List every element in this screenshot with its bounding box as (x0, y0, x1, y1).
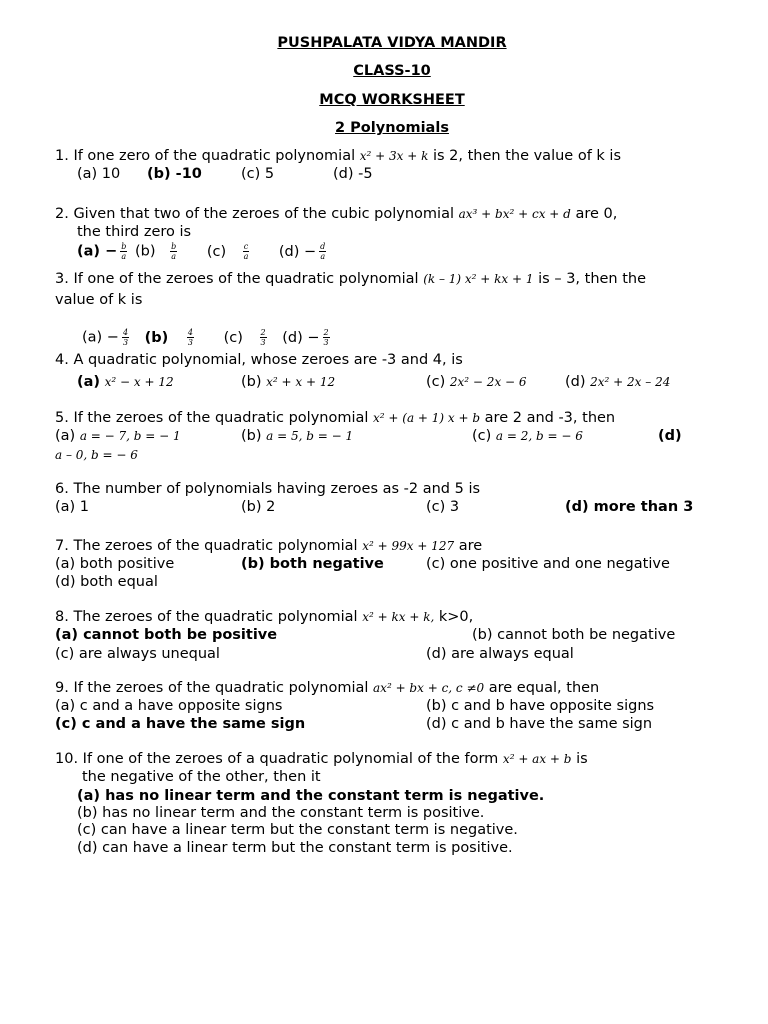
math-expression: x² + 3x + k (359, 149, 429, 163)
q3-options (82, 328, 333, 347)
option-d: (d) 2x² + 2x – 24 (565, 374, 671, 390)
question-text: the negative of the other, then it (82, 769, 321, 785)
question-text: 10. If one of the zeroes of a quadratic polynomial of the form (55, 751, 499, 767)
question-text: the third zero is (77, 224, 192, 240)
question-text: is (576, 751, 588, 767)
question-text: 3. If one of the zeroes of the quadratic polynomial (55, 271, 419, 287)
option-a-answer: (a) − (77, 243, 118, 260)
option-d: (d) − (282, 329, 320, 346)
fraction: $\frac{b}{a}$ (171, 242, 177, 261)
math-expression: ax³ + bx² + cx + d (458, 207, 571, 221)
fraction: $\frac{c}{a}$ (243, 242, 249, 261)
question-text: 7. The zeroes of the quadratic polynomial (55, 538, 358, 554)
option-b: (b) a = 5, b = − 1 (241, 428, 354, 444)
option-b: (b) x² + x + 12 (241, 374, 336, 390)
question-10 (55, 751, 588, 767)
option-c: (c) can have a linear term but the constant term is negative. (77, 822, 518, 838)
option-d: (d) c and b have the same sign (426, 716, 653, 732)
option-c: (c) one positive and one negative (426, 556, 670, 572)
option-a: (a) a = − 7, b = − 1 (55, 428, 181, 444)
option-c: (c) (223, 329, 243, 346)
school-name: PUSHPALATA VIDYA MANDIR (277, 35, 507, 51)
option-b: (b) 2 (241, 499, 276, 515)
question-text: value of k is (55, 292, 143, 308)
class-label: CLASS-10 (353, 63, 431, 79)
option-d: (d) are always equal (426, 646, 574, 662)
option-a: (a) c and a have opposite signs (55, 698, 283, 714)
option-a: (a) 1 (55, 499, 90, 515)
option-d: (d) both equal (55, 574, 158, 590)
question-text: are 2 and -3, then (484, 410, 616, 426)
question-2 (55, 206, 617, 222)
fraction: $\frac{4}{3}$ (122, 328, 129, 347)
option-d-value: a – 0, b = − 6 (55, 448, 138, 462)
chapter-title: 2 Polynomials (335, 120, 449, 136)
fraction: $\frac{2}{3}$ (323, 328, 329, 347)
math-expression: x² + kx + k, (362, 610, 435, 624)
option-c: (c) 2x² − 2x − 6 (426, 374, 527, 390)
q2-options (77, 242, 329, 261)
math-expression: (k – 1) x² + kx + 1 (423, 272, 534, 286)
question-text: are 0, (575, 206, 618, 222)
question-5 (55, 410, 615, 426)
option-b-answer: (b) -10 (147, 166, 202, 182)
question-text: 1. If one zero of the quadratic polynomial (55, 148, 356, 164)
option-d: (d) − (278, 243, 317, 260)
option-a-answer: (a) has no linear term and the constant term is negative. (77, 788, 545, 804)
question-text: are (458, 538, 483, 554)
question-text: is – 3, then the (538, 271, 647, 287)
question-9 (55, 680, 599, 696)
option-a-answer: (a) x² − x + 12 (77, 374, 174, 390)
question-text: k>0, (438, 609, 474, 625)
question-text: 5. If the zeroes of the quadratic polynomial (55, 410, 369, 426)
option-b: (b) (134, 243, 156, 260)
option-a-answer: (a) cannot both be positive (55, 627, 278, 643)
option-b-answer: (b) both negative (241, 556, 384, 572)
fraction: $\frac{2}{3}$ (260, 328, 266, 347)
option-b: (b) cannot both be negative (472, 627, 676, 643)
option-a: (a) both positive (55, 556, 175, 572)
option-d: (d) can have a linear term but the constant term is positive. (77, 840, 513, 856)
worksheet-type: MCQ WORKSHEET (319, 92, 465, 108)
question-text: 9. If the zeroes of the quadratic polynomial (55, 680, 369, 696)
question-7 (55, 538, 482, 554)
math-expression: x² + ax + b (502, 752, 572, 766)
option-c-answer: (c) c and a have the same sign (55, 716, 306, 732)
question-text: 8. The zeroes of the quadratic polynomial (55, 609, 358, 625)
fraction: $\frac{d}{a}$ (320, 242, 326, 261)
question-1 (55, 148, 621, 164)
math-expression: x² + 99x + 127 (362, 539, 455, 553)
option-b: (b) c and b have opposite signs (426, 698, 655, 714)
math-expression: ax² + bx + c, c ≠0 (373, 681, 485, 695)
question-text: are equal, then (488, 680, 600, 696)
option-c: (c) 5 (241, 166, 275, 182)
option-a: (a) − (82, 329, 119, 346)
question-text: 2. Given that two of the zeroes of the cubic polynomial (55, 206, 454, 222)
option-d-answer: (d) (658, 428, 682, 444)
option-c: (c) 3 (426, 499, 460, 515)
option-a: (a) 10 (77, 166, 121, 182)
option-d-answer: (d) more than 3 (565, 499, 694, 515)
option-d: (d) -5 (333, 166, 373, 182)
option-c: (c) are always unequal (55, 646, 220, 662)
fraction: $\frac{4}{3}$ (187, 328, 194, 347)
question-8 (55, 609, 473, 625)
option-b: (b) has no linear term and the constant term is positive. (77, 805, 485, 821)
question-6: 6. The number of polynomials having zeroes as -2 and 5 is (55, 481, 481, 497)
option-b-answer: (b) (144, 329, 169, 346)
question-4: 4. A quadratic polynomial, whose zeroes are -3 and 4, is (55, 352, 463, 368)
math-expression: x² + (a + 1) x + b (373, 411, 481, 425)
question-text: is 2, then the value of k is (432, 148, 621, 164)
question-3 (55, 271, 646, 287)
option-c: (c) a = 2, b = − 6 (472, 428, 583, 444)
fraction: $\frac{b}{a}$ (121, 242, 127, 261)
option-c: (c) (206, 243, 227, 260)
